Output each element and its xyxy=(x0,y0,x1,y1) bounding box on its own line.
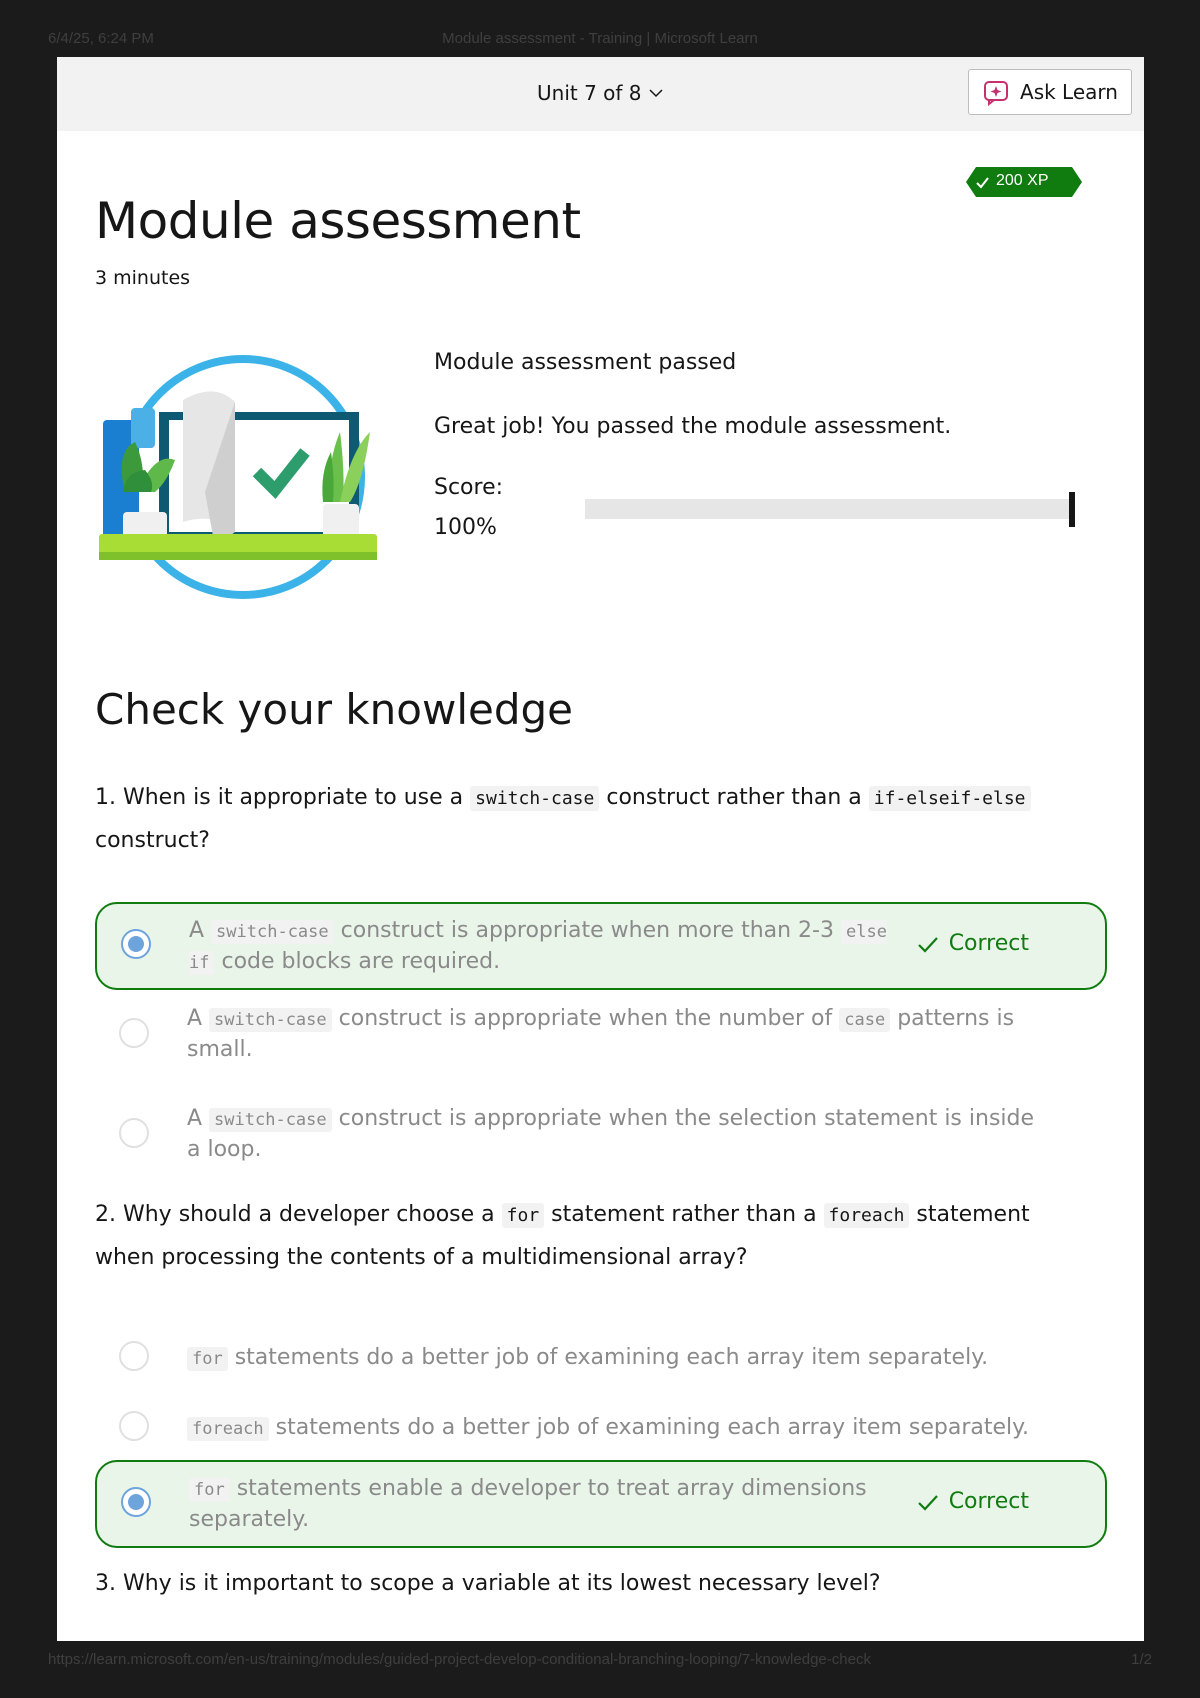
correct-indicator xyxy=(917,931,1029,956)
print-footer xyxy=(0,1651,1200,1671)
radio-button[interactable] xyxy=(119,1018,149,1048)
question-1-text-pre: 1. When is it appropriate to use a xyxy=(95,785,471,810)
question-1-code-1: switch-case xyxy=(470,786,599,811)
radio-button[interactable] xyxy=(119,1341,149,1371)
question-2-text-post: statement when processing the contents of a multidimensional array? xyxy=(95,1202,1030,1270)
result-message: Great job! You passed the module assessment. xyxy=(434,414,952,439)
question-1 xyxy=(95,777,1095,862)
radio-button-selected[interactable] xyxy=(121,929,151,959)
score-label: Score: xyxy=(434,475,504,500)
print-header xyxy=(0,30,1200,50)
print-page-number: 1/2 xyxy=(1131,1651,1152,1668)
xp-badge xyxy=(966,167,1082,197)
option-text xyxy=(187,1104,1047,1165)
chevron-down-icon xyxy=(648,85,664,101)
checkmark-icon xyxy=(917,1491,939,1513)
question-3: 3. Why is it important to scope a variable at its lowest necessary level? xyxy=(95,1571,881,1596)
section-title: Check your knowledge xyxy=(95,685,573,734)
ask-learn-label: Ask Learn xyxy=(1020,80,1118,104)
option-code: switch-case xyxy=(209,1108,332,1132)
question-2 xyxy=(95,1194,1095,1279)
question-1-option-1[interactable] xyxy=(95,902,1107,990)
question-1-code-2: if-elseif-else xyxy=(869,786,1031,811)
checkmark-icon xyxy=(917,933,939,955)
score-value: 100% xyxy=(434,515,497,540)
copilot-sparkle-icon xyxy=(982,78,1010,106)
option-text-pre: A xyxy=(187,1006,210,1031)
xp-label: 200 XP xyxy=(996,172,1049,189)
option-text-pre: A xyxy=(187,1106,210,1131)
option-text-post: statements do a better job of examining each array item separately. xyxy=(227,1345,989,1370)
option-text-mid: construct is appropriate when more than 2-3 xyxy=(333,918,841,943)
question-2-code-2: foreach xyxy=(824,1203,910,1228)
option-code: switch-case xyxy=(209,1008,332,1032)
option-text xyxy=(187,1413,1047,1444)
option-code-2: else if xyxy=(189,922,887,973)
correct-label: Correct xyxy=(948,1489,1029,1514)
print-datetime: 6/4/25, 6:24 PM xyxy=(48,30,154,47)
page-title: Module assessment xyxy=(95,192,581,250)
score-progress-fill xyxy=(585,499,1073,519)
option-text-mid: construct is appropriate when the number of xyxy=(331,1006,840,1031)
unit-selector[interactable] xyxy=(537,81,664,105)
assessment-passed-illustration xyxy=(95,342,391,612)
question-2-option-2[interactable] xyxy=(95,1399,1107,1457)
option-code: switch-case xyxy=(211,920,334,944)
option-code-2: case xyxy=(839,1008,890,1032)
option-text-post: statements do a better job of examining each array item separately. xyxy=(268,1415,1030,1440)
option-text-post: code blocks are required. xyxy=(214,949,501,974)
question-1-option-3[interactable] xyxy=(95,1092,1107,1178)
question-1-text-post: construct? xyxy=(95,828,210,853)
option-text xyxy=(189,916,889,978)
option-text-post: patterns is small. xyxy=(187,1006,1015,1062)
question-1-text-mid: construct rather than a xyxy=(599,785,869,810)
option-code: foreach xyxy=(187,1417,269,1441)
ask-learn-button[interactable] xyxy=(968,69,1132,115)
radio-button[interactable] xyxy=(119,1118,149,1148)
option-text xyxy=(187,1343,1047,1374)
correct-label: Correct xyxy=(948,931,1029,956)
option-text-post: statements enable a developer to treat array dimensions separately. xyxy=(189,1476,867,1532)
radio-button-selected[interactable] xyxy=(121,1487,151,1517)
option-text-pre: A xyxy=(189,918,212,943)
score-progress-marker xyxy=(1069,492,1075,527)
option-code: for xyxy=(189,1478,230,1502)
question-2-code-1: for xyxy=(502,1203,545,1228)
option-text-post: construct is appropriate when the selection statement is inside a loop. xyxy=(187,1106,1035,1162)
option-text xyxy=(189,1474,889,1535)
score-progress-bar xyxy=(585,499,1073,519)
correct-indicator xyxy=(917,1489,1029,1514)
duration: 3 minutes xyxy=(95,267,191,289)
result-title: Module assessment passed xyxy=(434,350,737,375)
print-url: https://learn.microsoft.com/en-us/training/modules/guided-project-develop-conditional-branching-looping/7-knowledge-check xyxy=(48,1651,871,1668)
question-1-option-2[interactable] xyxy=(95,992,1107,1078)
question-2-option-3[interactable] xyxy=(95,1460,1107,1548)
option-text xyxy=(187,1004,1047,1065)
unit-navigation-bar xyxy=(57,57,1144,131)
print-page-title: Module assessment - Training | Microsoft Learn xyxy=(442,30,758,47)
question-2-option-1[interactable] xyxy=(95,1329,1107,1387)
question-2-text-pre: 2. Why should a developer choose a xyxy=(95,1202,502,1227)
option-code: for xyxy=(187,1347,228,1371)
unit-label: Unit 7 of 8 xyxy=(537,81,642,105)
page xyxy=(57,57,1144,1641)
question-2-text-mid: statement rather than a xyxy=(544,1202,824,1227)
radio-button[interactable] xyxy=(119,1411,149,1441)
